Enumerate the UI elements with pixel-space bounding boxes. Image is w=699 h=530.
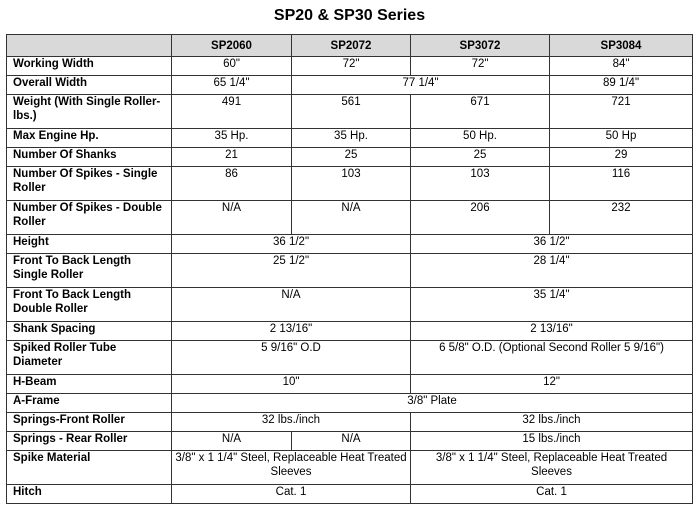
header-sp2060: SP2060 xyxy=(172,35,292,57)
cell: N/A xyxy=(172,288,411,322)
cell: 206 xyxy=(411,201,550,235)
cell: 21 xyxy=(172,148,292,167)
cell: 25 xyxy=(292,148,411,167)
row-label: Number Of Spikes - Double Roller xyxy=(7,201,172,235)
cell: 50 Hp xyxy=(550,129,693,148)
table-row xyxy=(7,95,693,129)
cell: 10" xyxy=(172,375,411,394)
cell: 721 xyxy=(550,95,693,129)
cell: Cat. 1 xyxy=(411,485,693,504)
table-row xyxy=(7,254,693,288)
cell: 3/8" x 1 1/4" Steel, Replaceable Heat Treated Sleeves xyxy=(411,451,693,485)
table-row xyxy=(7,288,693,322)
cell: 103 xyxy=(411,167,550,201)
row-label: Spike Material xyxy=(7,451,172,485)
cell: 65 1/4" xyxy=(172,76,292,95)
cell: 491 xyxy=(172,95,292,129)
table-row xyxy=(7,167,693,201)
cell: 35 1/4" xyxy=(411,288,693,322)
header-sp3072: SP3072 xyxy=(411,35,550,57)
table-row xyxy=(7,375,693,394)
cell: 12" xyxy=(411,375,693,394)
cell: N/A xyxy=(292,432,411,451)
table-row xyxy=(7,322,693,341)
cell: 28 1/4" xyxy=(411,254,693,288)
cell: 35 Hp. xyxy=(292,129,411,148)
table-row xyxy=(7,76,693,95)
header-row xyxy=(7,35,693,57)
header-sp3084: SP3084 xyxy=(550,35,693,57)
cell: Cat. 1 xyxy=(172,485,411,504)
cell: 72" xyxy=(292,57,411,76)
row-label: Front To Back Length Single Roller xyxy=(7,254,172,288)
cell: 32 lbs./inch xyxy=(172,413,411,432)
cell: 25 1/2" xyxy=(172,254,411,288)
row-label: Working Width xyxy=(7,57,172,76)
table-row xyxy=(7,129,693,148)
row-label: Number Of Spikes - Single Roller xyxy=(7,167,172,201)
cell: 116 xyxy=(550,167,693,201)
cell: 2 13/16" xyxy=(172,322,411,341)
row-label: Springs - Rear Roller xyxy=(7,432,172,451)
table-row xyxy=(7,57,693,76)
header-sp2072: SP2072 xyxy=(292,35,411,57)
table-row xyxy=(7,235,693,254)
cell: 2 13/16" xyxy=(411,322,693,341)
table-row xyxy=(7,451,693,485)
cell: 103 xyxy=(292,167,411,201)
cell: 671 xyxy=(411,95,550,129)
cell: 29 xyxy=(550,148,693,167)
table-row xyxy=(7,148,693,167)
table-row xyxy=(7,394,693,413)
cell: 25 xyxy=(411,148,550,167)
cell: 36 1/2" xyxy=(411,235,693,254)
cell: 15 lbs./inch xyxy=(411,432,693,451)
cell: 36 1/2" xyxy=(172,235,411,254)
cell: 6 5/8" O.D. (Optional Second Roller 5 9/16") xyxy=(411,341,693,375)
row-label: Springs-Front Roller xyxy=(7,413,172,432)
cell: 32 lbs./inch xyxy=(411,413,693,432)
row-label: Hitch xyxy=(7,485,172,504)
row-label: A-Frame xyxy=(7,394,172,413)
cell: N/A xyxy=(172,201,292,235)
cell: 77 1/4" xyxy=(292,76,550,95)
page-title: SP20 & SP30 Series xyxy=(273,7,426,24)
row-label: Weight (With Single Roller- lbs.) xyxy=(7,95,172,129)
row-label: Spiked Roller Tube Diameter xyxy=(7,341,172,375)
row-label: Max Engine Hp. xyxy=(7,129,172,148)
cell: 50 Hp. xyxy=(411,129,550,148)
row-label: Number Of Shanks xyxy=(7,148,172,167)
table-row xyxy=(7,201,693,235)
cell: 561 xyxy=(292,95,411,129)
row-label: Height xyxy=(7,235,172,254)
cell: 86 xyxy=(172,167,292,201)
cell: N/A xyxy=(292,201,411,235)
cell: 5 9/16" O.D xyxy=(172,341,411,375)
table-row xyxy=(7,485,693,504)
row-label: Shank Spacing xyxy=(7,322,172,341)
header-empty xyxy=(7,35,172,57)
cell: 89 1/4" xyxy=(550,76,693,95)
table-row xyxy=(7,413,693,432)
cell: 60" xyxy=(172,57,292,76)
row-label: H-Beam xyxy=(7,375,172,394)
table-row xyxy=(7,432,693,451)
cell: 3/8" x 1 1/4" Steel, Replaceable Heat Treated Sleeves xyxy=(172,451,411,485)
cell: 232 xyxy=(550,201,693,235)
spec-table xyxy=(6,34,693,504)
cell: 72" xyxy=(411,57,550,76)
row-label: Overall Width xyxy=(7,76,172,95)
table-row xyxy=(7,341,693,375)
row-label: Front To Back Length Double Roller xyxy=(7,288,172,322)
cell: 84" xyxy=(550,57,693,76)
cell: 3/8" Plate xyxy=(172,394,693,413)
cell: N/A xyxy=(172,432,292,451)
cell: 35 Hp. xyxy=(172,129,292,148)
